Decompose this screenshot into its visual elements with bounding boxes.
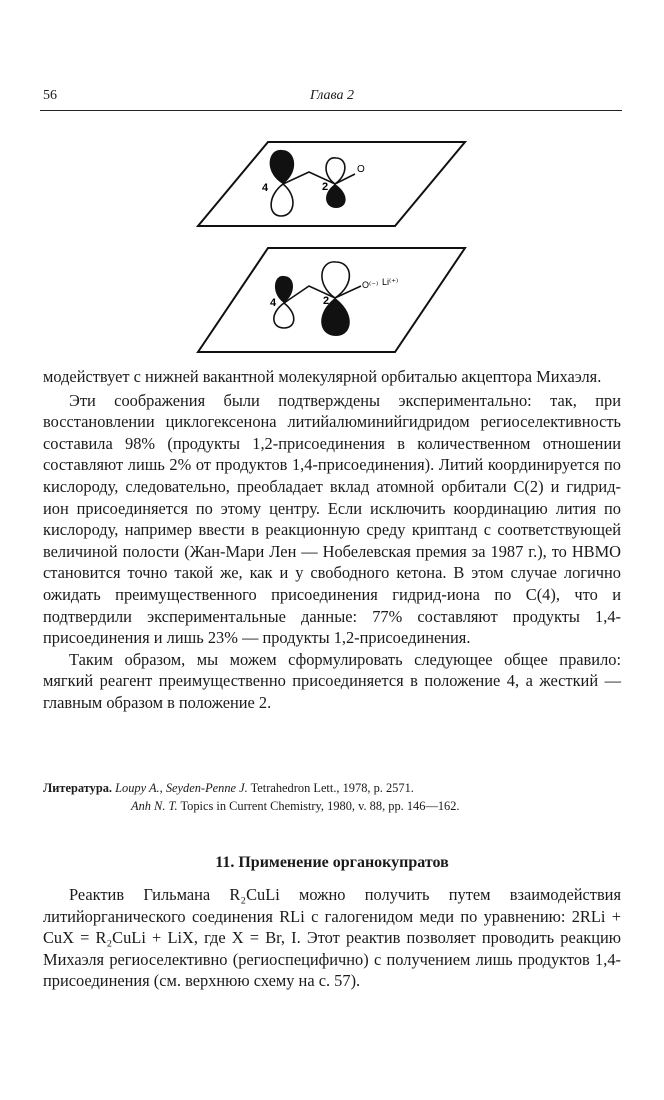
upper-oxygen-label: O bbox=[357, 164, 365, 175]
reference-1-source: Tetrahedron Lett., 1978, p. 2571. bbox=[250, 781, 414, 795]
lower-oxygen-label: O⁽⁻⁾ bbox=[362, 280, 379, 290]
chapter-label: Глава 2 bbox=[310, 88, 354, 103]
lower-plane bbox=[198, 248, 465, 352]
section-title: 11. Применение органокупратов bbox=[215, 854, 449, 871]
page-number: 56 bbox=[43, 88, 57, 103]
section-paragraph: Реактив Гильмана R₂CuLi можно получить путем взаимодействия литийорганического соединения RLi с галогенидом меди по уравнению: 2RLi + CuX = R₂CuLi + LiX, где X = Br, I. Этот реактив позволяет проводить реакцию Михаэля региоселективно (региоспецифично) с получением лишь продуктов 1,4-присоединения (см. верхнюю схему на с. 57). bbox=[43, 885, 621, 991]
lower-label-2: 2 bbox=[323, 295, 330, 307]
paragraph-experiment: Эти соображения были подтверждены экспериментально: так, при восстановлении циклогексенона литийалюминийгидридом региоселективность составила 98% (продукты 1,2-присоединения в количественном отношении составляют лишь 2% от продуктов 1,4-присоединения). Литий координируется по кислороду, следовательно, преобладает вклад атомной орбитали С(2) и гидрид-ион присоединяется по этому центру. Если исключить координацию лития по кислороду, например ввести в реакционную среду криптанд с соответствующей величиной полости (Жан-Мари Лен — Нобелевская премия за 1987 г.), то НВМО становится точно такой же, как и у свободного кетона. В этом случае логично ожидать преимущественного присоединения гидрид-иона по С(4), что и подтвердили экспериментальные данные: 77% составляют продукты 1,4-присоединения и лишь 23% — продукты 1,2-присоединения. bbox=[43, 390, 621, 648]
references-label: Литература. bbox=[43, 781, 113, 795]
reference-2-source: Topics in Current Chemistry, 1980, v. 88, pp. 146—162. bbox=[180, 799, 460, 813]
reference-1 bbox=[43, 779, 621, 797]
lower-orbital-c4 bbox=[274, 276, 294, 328]
lower-lithium-label: Li⁽⁺⁾ bbox=[382, 277, 399, 287]
upper-orbital-c4 bbox=[270, 150, 294, 216]
reference-2 bbox=[43, 797, 621, 815]
header-rule bbox=[40, 110, 622, 111]
paragraph-rule: Таким образом, мы можем сформулировать следующее общее правило: мягкий реагент преимущественно присоединяется в положение 4, а жесткий — главным образом в положение 2. bbox=[43, 649, 621, 712]
section-body bbox=[43, 884, 621, 992]
orbital-diagram bbox=[150, 128, 530, 358]
page-header bbox=[43, 88, 621, 110]
reference-2-authors: Anh N. T. bbox=[131, 799, 178, 813]
upper-label-2: 2 bbox=[322, 181, 329, 193]
upper-plane bbox=[198, 142, 465, 226]
paragraph-continuation: модействует с нижней вакантной молекулярной орбиталью акцептора Михаэля. bbox=[43, 367, 602, 386]
upper-label-4: 4 bbox=[262, 182, 269, 194]
references bbox=[43, 779, 621, 815]
reference-1-authors: Loupy A., Seyden-Penne J. bbox=[115, 781, 248, 795]
lower-label-4: 4 bbox=[270, 297, 277, 309]
orbital-figure bbox=[150, 128, 530, 358]
body-text bbox=[43, 366, 621, 714]
